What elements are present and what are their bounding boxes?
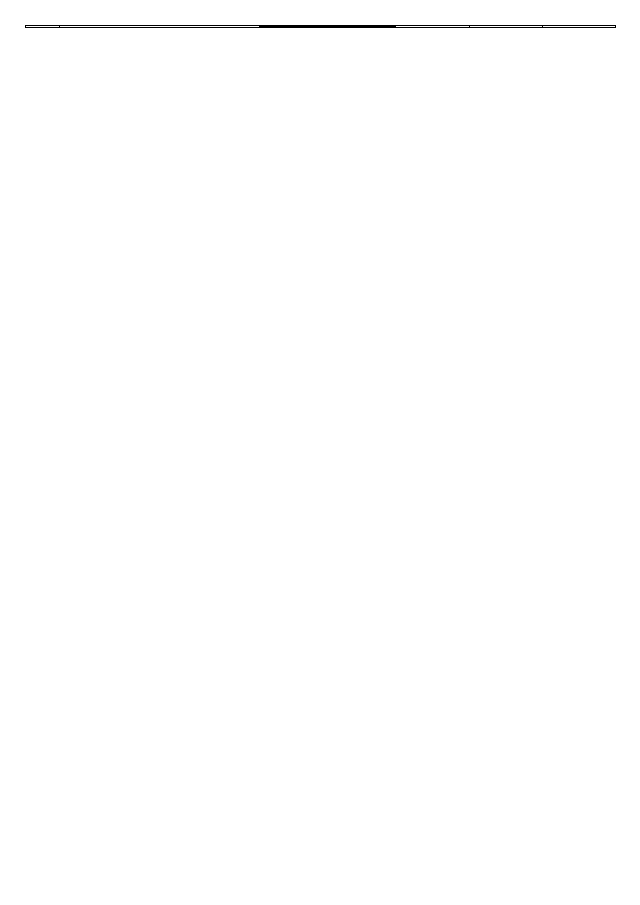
header-vid (372, 27, 396, 28)
header-kcsr (312, 27, 372, 28)
header-name (60, 26, 260, 28)
header-2022 (543, 26, 616, 28)
header-grbs (260, 27, 286, 28)
header-2021 (470, 26, 543, 28)
header-2020 (396, 26, 470, 28)
document-page (25, 25, 615, 28)
header-razdel (286, 27, 312, 28)
budget-table (25, 25, 616, 28)
header-num (26, 26, 60, 28)
